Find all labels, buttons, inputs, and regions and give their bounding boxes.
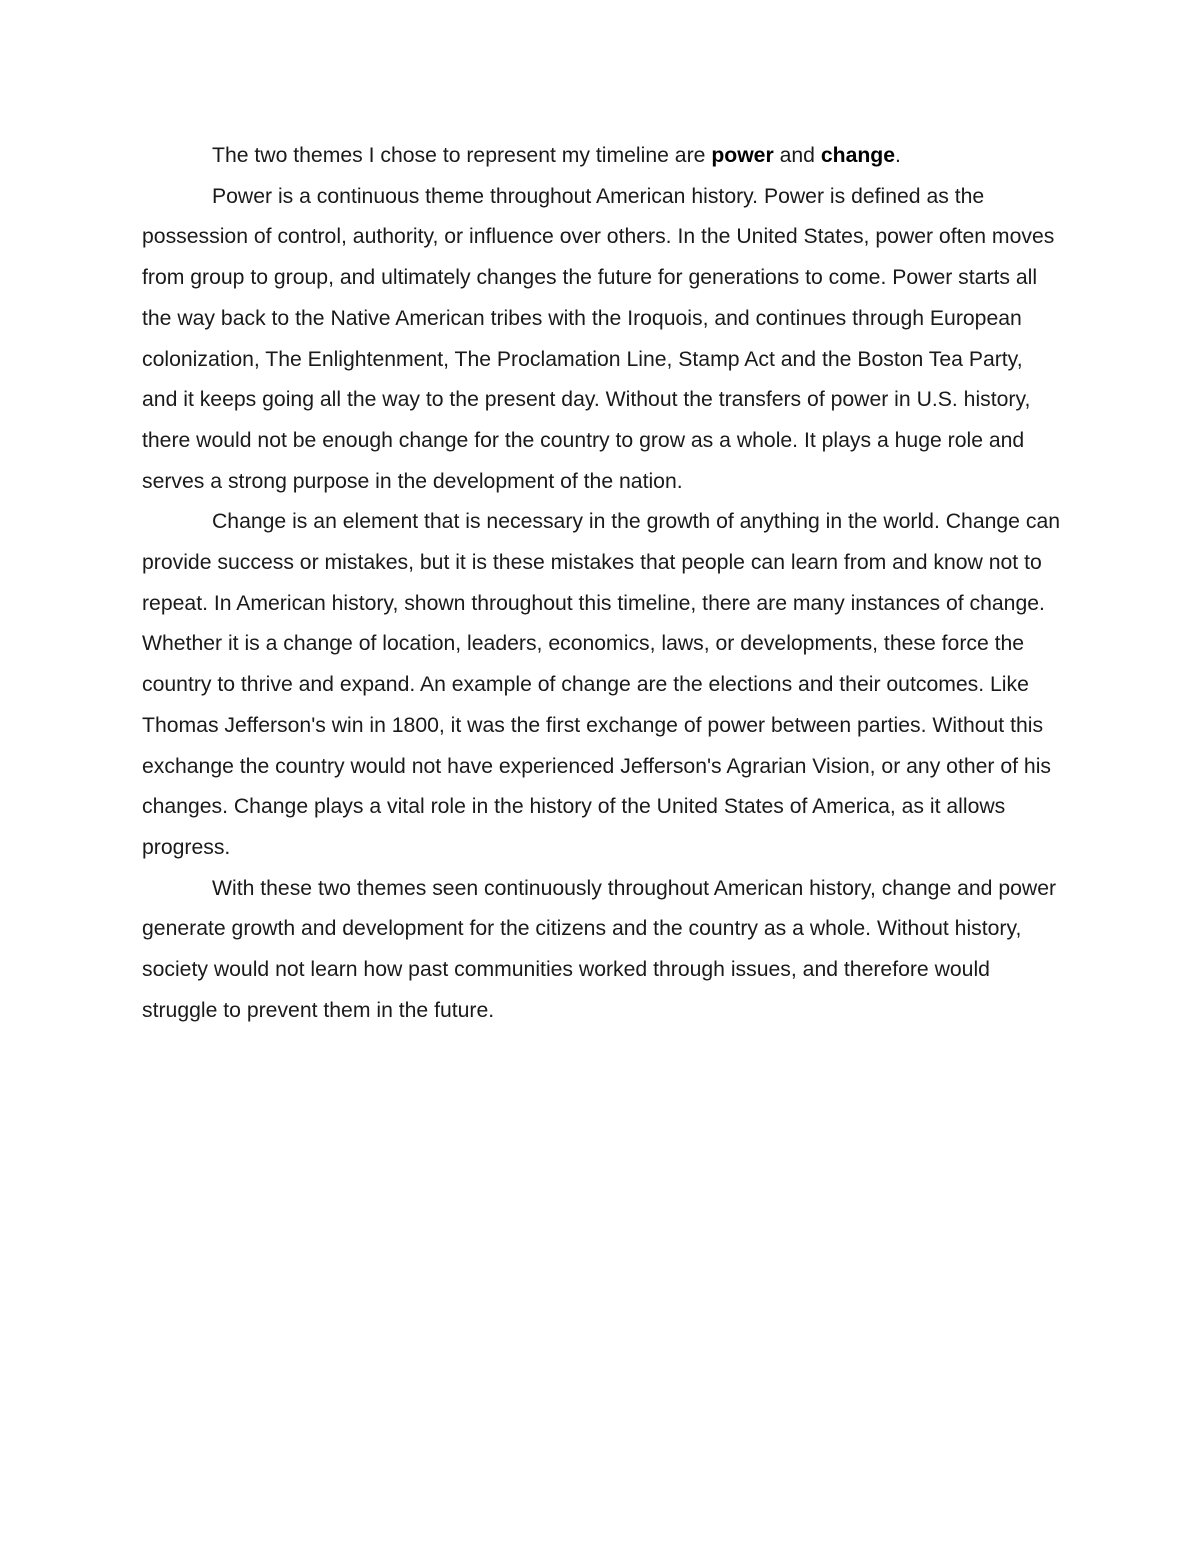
paragraph-power: Power is a continuous theme throughout American history. Power is defined as the possession of control, authority, or influence over others. In the United States, power often moves from group to group, and ultimately changes the future for generations to come. Power starts all the way back to the Native American tribes with the Iroquois, and continues through European colonization, The Enlightenment, The Proclamation Line, Stamp Act and the Boston Tea Party, and it keeps going all the way to the present day. Without the transfers of power in U.S. history, there would not be enough change for the country to grow as a whole. It plays a huge role and serves a strong purpose in the development of the nation. — [142, 184, 1055, 493]
paragraph-change: Change is an element that is necessary in the growth of anything in the world. Change can provide success or mistakes, but it is these mistakes that people can learn from and know not to repeat. In American history, shown throughout this timeline, there are many instances of change. Whether it is a change of location, leaders, economics, laws, or developments, these force the country to thrive and expand. An example of change are the elections and their outcomes. Like Thomas Jefferson's win in 1800, it was the first exchange of power between parties. Without this exchange the country would not have experienced Jefferson's Agrarian Vision, or any other of his changes. Change plays a vital role in the history of the United States of America, as it allows progress. — [142, 510, 1061, 859]
intro-text-end: . — [895, 144, 901, 167]
intro-paragraph — [142, 136, 1062, 177]
paragraph-conclusion: With these two themes seen continuously throughout American history, change and power generate growth and development for the citizens and the country as a whole. Without history, society would not learn how past communities worked through issues, and therefore would struggle to prevent them in the future. — [142, 876, 1057, 1022]
intro-text-start: The two themes I chose to represent my timeline are — [212, 144, 712, 167]
theme-change: change — [820, 144, 896, 167]
theme-power: power — [711, 144, 774, 167]
document-body — [142, 136, 1062, 1031]
intro-text-middle: and — [773, 144, 821, 167]
